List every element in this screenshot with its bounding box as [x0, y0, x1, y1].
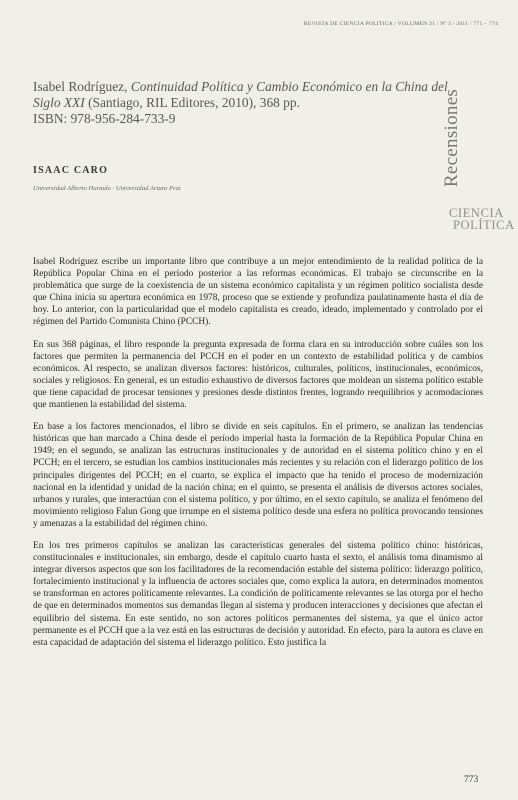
citation-publisher: (Santiago, RIL Editores, 2010), 368 pp. [88, 95, 300, 110]
citation-author: Isabel Rodríguez, [33, 79, 128, 94]
reviewer-affiliation: Universidad Alberto Hurtado · Universidad Arturo Prat [33, 185, 181, 192]
paragraph: Isabel Rodríguez escribe un importante libro que contribuye a un mejor entendimiento de la realidad política de la República Popular China en el período posterior a las reformas económicas. El trabajo se circunscribe en la problemática que surge de la coexistencia de un sistema económico capitalista y un régimen político socialista desde que China inicia su apertura económica en 1978, proceso que se extiende y profundiza paulatinamente hasta el día de hoy. Lo anterior, con la particularidad que el modelo capitalista es creado, ideado, implementado y controlado por el régimen del Partido Comunista Chino (PCCH). [33, 257, 483, 328]
review-body [33, 256, 483, 659]
section-label-vertical [432, 50, 472, 225]
logo-line-1: CIENCIA [449, 206, 504, 220]
running-head: REVISTA DE CIENCIA POLÍTICA / VOLUMEN 31 / Nº 3 / 2011 / 771 – 774 [303, 21, 498, 27]
paragraph: En base a los factores mencionados, el libro se divide en seis capítulos. En el primero, se analizan las tendencias históricas que han marcado a China desde el período imperial hasta la formación de la República Popular China en 1949; en el segundo, se analizan las estructuras institucionales y de autoridad en el sistema político chino y en el PCCH; en el tercero, se estudian los cambios institucionales más recientes y su relación con el liderazgo político de los principales dirigentes del PCCH; en el cuarto, se explica el impacto que ha tenido el proceso de modernización nacional en la identidad y unidad de la nación china; en el quinto, se presenta el análisis de diversos actores sociales, urbanos y rurales, que interactúan con el sistema político, y por último, en el sexto capítulo, se analiza el fenómeno del movimiento religioso Falun Gong que irrumpe en el sistema político desde una esfera no política provocando tensiones y amenazas a la estabilidad del régimen chino. [33, 422, 483, 529]
citation-isbn: ISBN: 978-956-284-733-9 [33, 111, 176, 126]
paragraph: En sus 368 páginas, el libro responde la pregunta expresada de forma clara en su introducción sobre cuáles son los factores que permiten la permanencia del PCCH en el poder en un contexto de estabilidad política y de cambios económicos. Al respecto, se analizan diversos factores: históricos, culturales, políticos, institucionales, económicos, sociales y religiosos. En general, es un estudio exhaustivo de diversos factores que moldean un sistema político estable que tiene capacidad de procesar tensiones y presiones desde distintos frentes, logrando reequilibrios y acomodaciones que mantienen la estabilidad del sistema. [33, 339, 483, 411]
logo-line-2: POLÍTICA [453, 218, 515, 232]
citation-title: Continuidad Política y Cambio Económico en la China del Siglo XXI [33, 79, 448, 110]
journal-logo [449, 206, 515, 238]
reviewer-name: ISAAC CARO [33, 165, 109, 176]
section-label-text: Recensiones [441, 88, 462, 187]
book-citation [33, 79, 453, 127]
paragraph: En los tres primeros capítulos se analizan las características generales del sistema político chino: históricas, constitucionales e institucionales, sin embargo, desde el capítulo cuarto hasta el sexto, el análisis toma dinamismo al integrar diversos aspectos que son los facilitadores de la recomendación estable del sistema político: liderazgo político, fortalecimiento institucional y la influencia de actores sociales que, como explica la autora, en determinados momentos se transforman en actores políticamente relevantes. La condición de políticamente relevantes se las otorga por el hecho de que en determinados momentos sus demandas llegan al sistema y producen interacciones y decisiones que afectan el equilibrio del sistema. En este sentido, no son actores políticos permanentes del sistema, ya que el único actor permanente es el PCCH que a la vez está en las estructuras de decisión y autoridad. En efecto, para la autora es clave en esta capacidad de adaptación del sistema el liderazgo político. Esto justifica la [33, 540, 483, 648]
page-number: 773 [464, 775, 479, 785]
